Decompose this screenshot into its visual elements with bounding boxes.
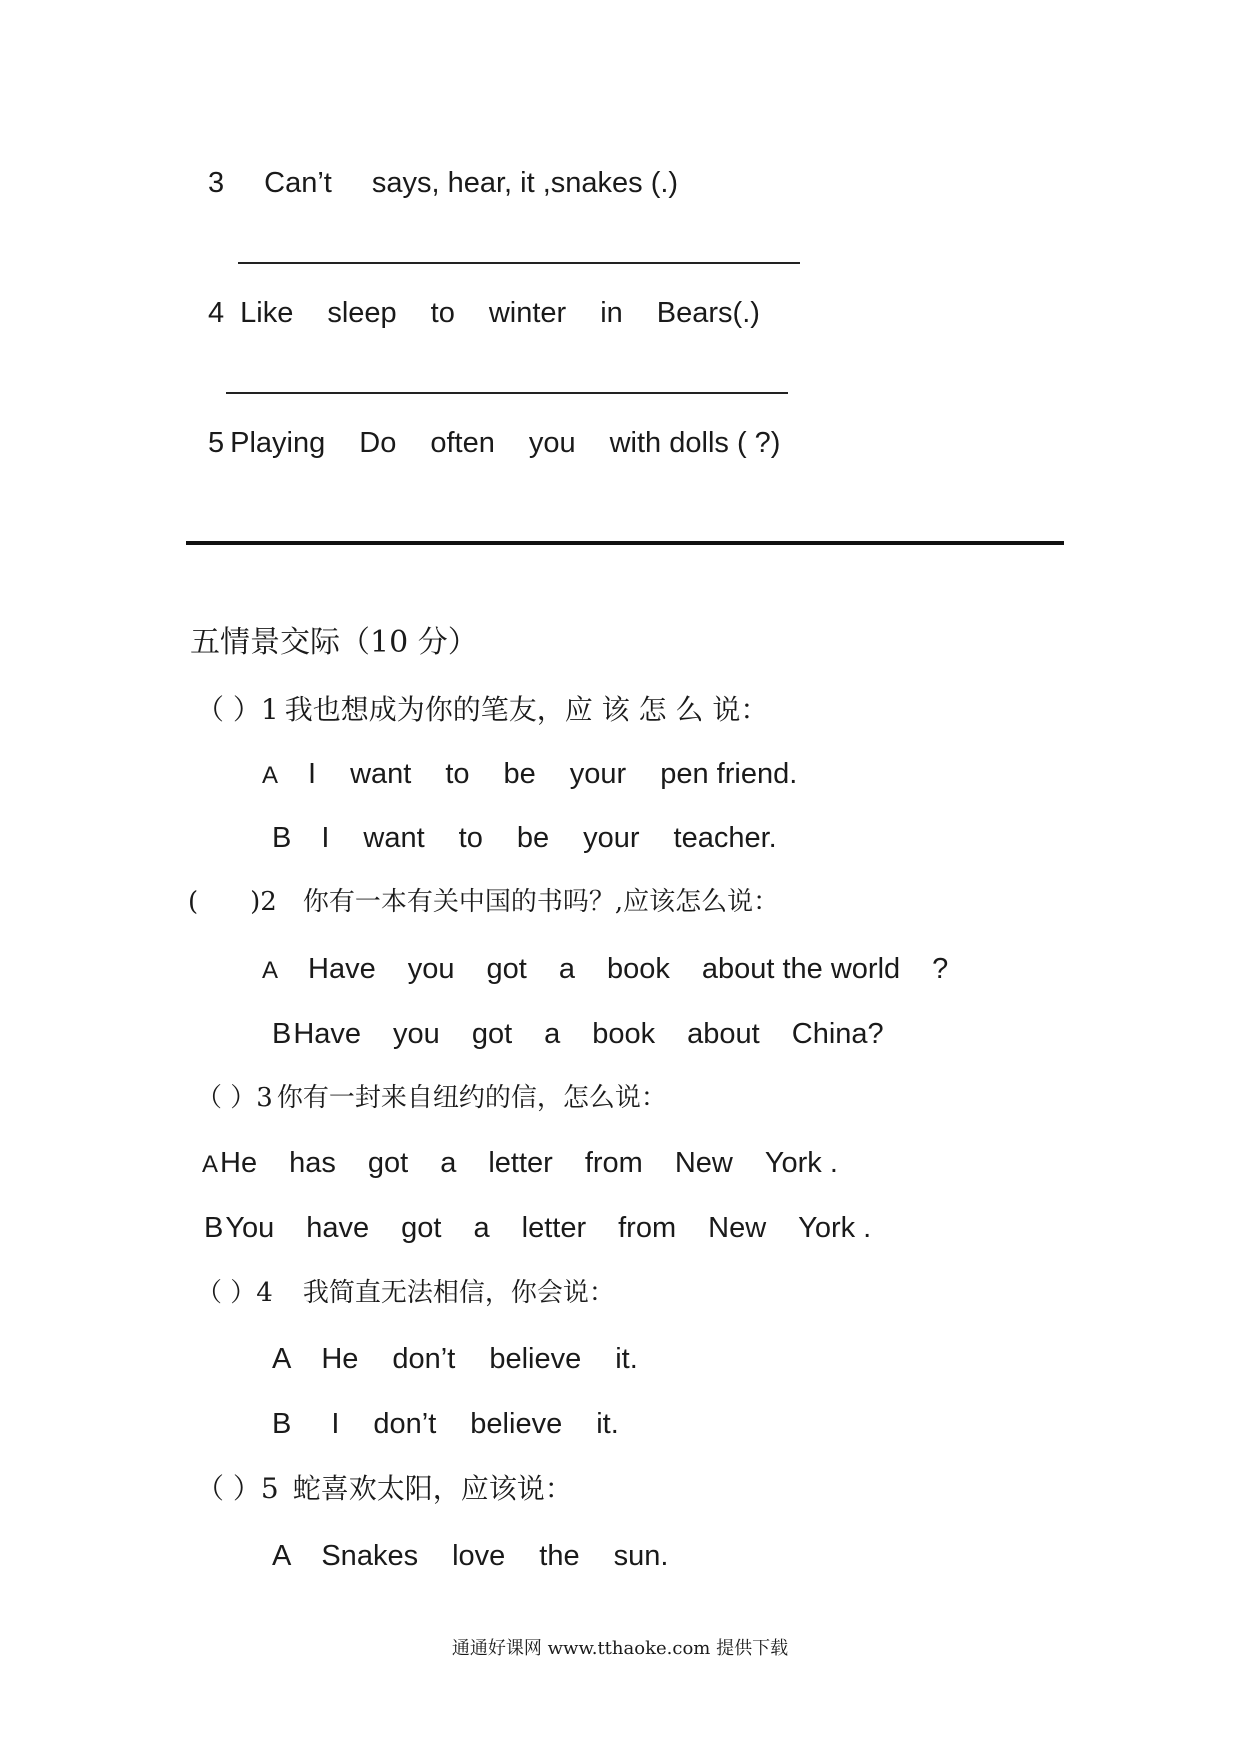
word: says, hear, it ,snakes (.)	[371, 167, 679, 199]
word: you	[528, 427, 576, 459]
q5-line: 5 Playing Do often you with dolls ( ?)	[208, 427, 781, 459]
word: Bears(.)	[656, 297, 760, 329]
word: Like	[240, 297, 294, 329]
section-title: 五情景交际（10 分）	[190, 625, 478, 660]
question-4: （ ）4 我简直无法相信，你会说：	[196, 1278, 615, 1308]
word: sleep	[327, 297, 397, 329]
word: Can’t	[264, 167, 332, 199]
q4-line: 4 Like sleep to winter in Bears(.)	[208, 297, 760, 329]
option-b: B I want to be your teacher.	[272, 822, 777, 854]
word: to	[430, 297, 455, 329]
option-a: AHe has got a letter from New York .	[202, 1147, 838, 1179]
option-b: B I don’t believe it.	[272, 1408, 619, 1440]
word: Playing	[230, 427, 326, 459]
word: with dolls ( ?)	[609, 427, 781, 459]
option-a: A Snakes love the sun.	[272, 1540, 669, 1572]
option-b: BYou have got a letter from New York .	[204, 1212, 872, 1244]
question-3: （ ）3 你有一封来自纽约的信，怎么说：	[196, 1083, 667, 1113]
word: in	[600, 297, 623, 329]
question-2: ( )2 你有一本有关中国的书吗？,应该怎么说：	[188, 887, 780, 917]
option-a: A Have you got a book about the world ?	[262, 953, 949, 985]
option-b: BHave you got a book about China?	[272, 1018, 884, 1050]
option-a: A I want to be your pen friend.	[262, 758, 798, 790]
answer-blank[interactable]	[226, 392, 788, 394]
question-5: （ ）5 蛇喜欢太阳，应该说：	[196, 1472, 573, 1505]
question-1: （ ）1 我也想成为你的笔友，应 该 怎 么 说：	[196, 693, 769, 726]
word: winter	[488, 297, 567, 329]
answer-blank[interactable]	[238, 262, 800, 264]
option-a: A He don’t believe it.	[272, 1343, 638, 1375]
footer-credit: 通通好课网 www.tthaoke.com 提供下载	[451, 1638, 789, 1659]
word: Do	[359, 427, 397, 459]
q3-line: 3 Can’t says, hear, it ,snakes (.)	[208, 167, 679, 199]
answer-line[interactable]	[186, 541, 1064, 545]
word: often	[430, 427, 495, 459]
